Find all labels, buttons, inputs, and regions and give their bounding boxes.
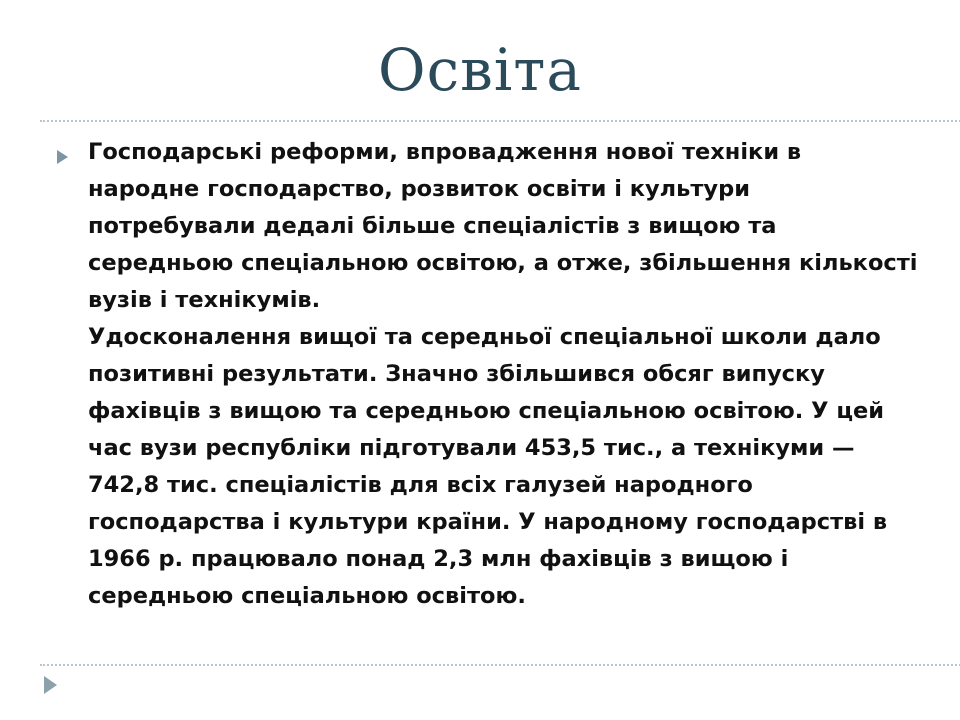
bullet-triangle-icon bbox=[57, 150, 68, 164]
slide-title: Освіта bbox=[378, 36, 582, 104]
footer-divider bbox=[40, 664, 960, 666]
corner-triangle-icon bbox=[44, 676, 57, 694]
title-divider bbox=[40, 120, 960, 122]
paragraph-1: Господарські реформи, впровадження нової техніки в народне господарство, розвиток освіти і культури потребували дедалі більше спеціалістів з вищою та середньою спеціальною освітою, а отже, збільшення кількості вузів і технікумів. bbox=[88, 139, 918, 313]
paragraph-2: Удосконалення вищої та середньої спеціальної школи дало позитивні результати. Значно збільшився обсяг випуску фахівців з вищою та середньою спеціальною освітою. У цей час вузи республіки підготували 453,5 тис., а технікуми — 742,8 тис. спеціалістів для всіх галузей народного господарства і культури країни. У народному господарстві в 1966 р. працювало понад 2,3 млн фахівців з вищою і середньою спеціальною освітою. bbox=[88, 324, 888, 609]
slide-body bbox=[88, 134, 918, 615]
